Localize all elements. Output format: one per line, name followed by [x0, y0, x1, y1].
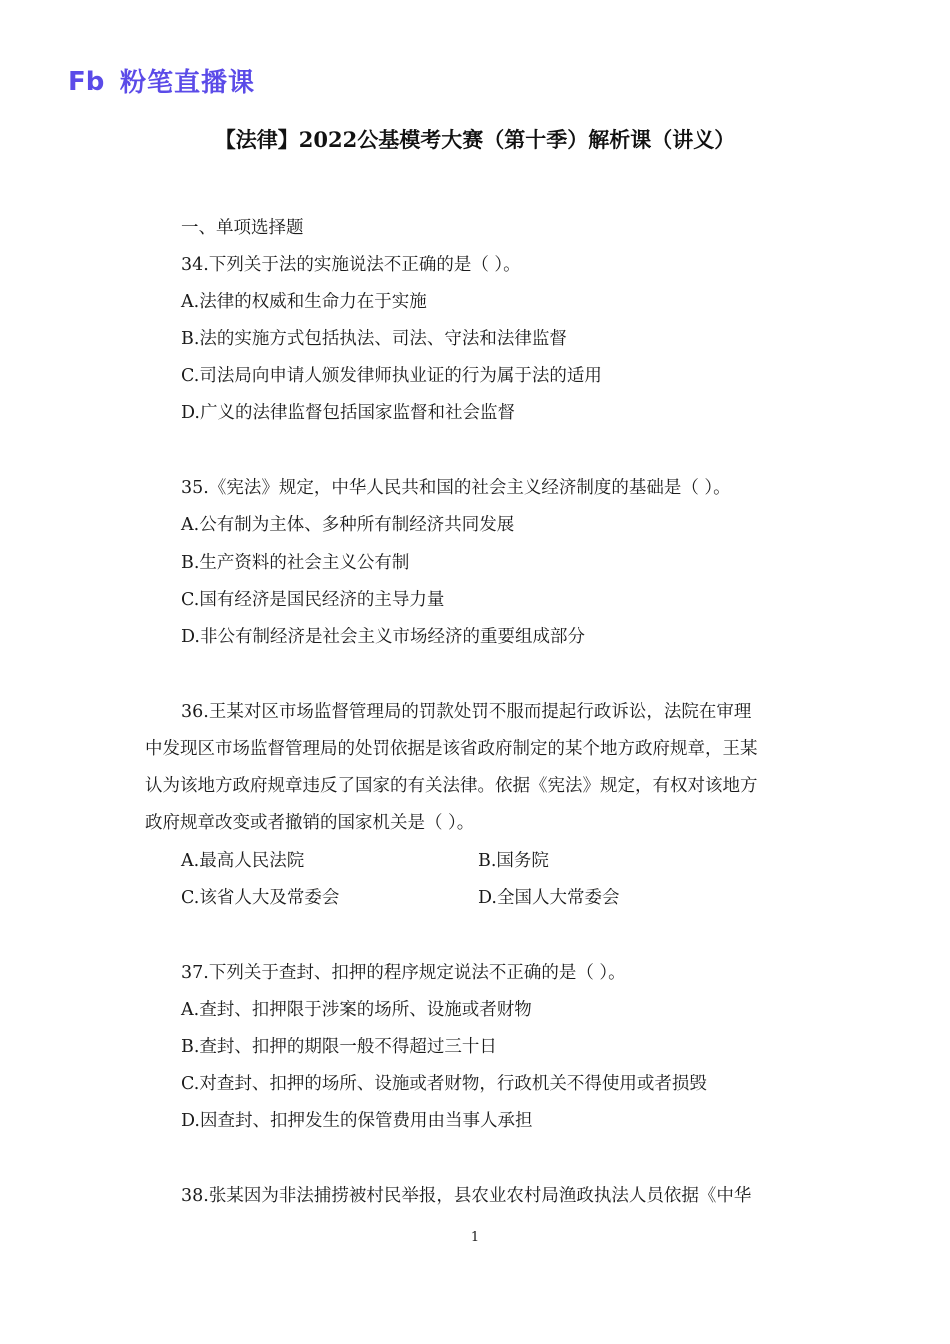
q36-stem-line2: 中发现区市场监督管理局的处罚依据是该省政府制定的某个地方政府规章，王某: [145, 739, 758, 759]
q37-option-a: A.查封、扣押限于涉案的场所、设施或者财物: [181, 1000, 532, 1020]
section-heading: 一、单项选择题: [181, 218, 304, 238]
q36-option-b: B.国务院: [478, 851, 549, 871]
svg-text:Fb: Fb: [68, 66, 105, 95]
q35-stem: 35.《宪法》规定，中华人民共和国的社会主义经济制度的基础是（ ）。: [181, 478, 731, 498]
logo-text: 粉笔直播课: [120, 68, 256, 98]
fb-logo-icon: [68, 67, 114, 95]
q37-option-d: D.因查封、扣押发生的保管费用由当事人承担: [181, 1111, 533, 1131]
q36-stem-line1: 36.王某对区市场监督管理局的罚款处罚不服而提起行政诉讼，法院在审理: [181, 702, 752, 722]
q34-stem: 34.下列关于法的实施说法不正确的是（ ）。: [181, 255, 521, 275]
q36-stem-line4: 政府规章改变或者撤销的国家机关是（ ）。: [145, 813, 475, 833]
document-title: 【法律】2022公基模考大赛（第十季）解析课（讲义）: [214, 127, 736, 152]
q37-option-c: C.对查封、扣押的场所、设施或者财物，行政机关不得使用或者损毁: [181, 1074, 707, 1094]
brand-logo: [68, 62, 255, 99]
q37-stem: 37.下列关于查封、扣押的程序规定说法不正确的是（ ）。: [181, 963, 626, 983]
q34-option-a: A.法律的权威和生命力在于实施: [181, 292, 427, 312]
q35-option-b: B.生产资料的社会主义公有制: [181, 553, 410, 573]
q35-option-c: C.国有经济是国民经济的主导力量: [181, 590, 445, 610]
q34-option-c: C.司法局向申请人颁发律师执业证的行为属于法的适用: [181, 366, 602, 386]
q35-option-d: D.非公有制经济是社会主义市场经济的重要组成部分: [181, 627, 585, 647]
q36-option-a: A.最高人民法院: [181, 851, 305, 871]
q36-option-d: D.全国人大常委会: [478, 888, 620, 908]
q36-stem-line3: 认为该地方政府规章违反了国家的有关法律。依据《宪法》规定，有权对该地方: [145, 776, 758, 796]
q34-option-b: B.法的实施方式包括执法、司法、守法和法律监督: [181, 329, 567, 349]
q35-option-a: A.公有制为主体、多种所有制经济共同发展: [181, 515, 515, 535]
q37-option-b: B.查封、扣押的期限一般不得超过三十日: [181, 1037, 497, 1057]
page-number: 1: [470, 1230, 480, 1245]
q38-stem-line1: 38.张某因为非法捕捞被村民举报，县农业农村局渔政执法人员依据《中华: [181, 1186, 752, 1206]
q36-option-c: C.该省人大及常委会: [181, 888, 340, 908]
q34-option-d: D.广义的法律监督包括国家监督和社会监督: [181, 403, 515, 423]
